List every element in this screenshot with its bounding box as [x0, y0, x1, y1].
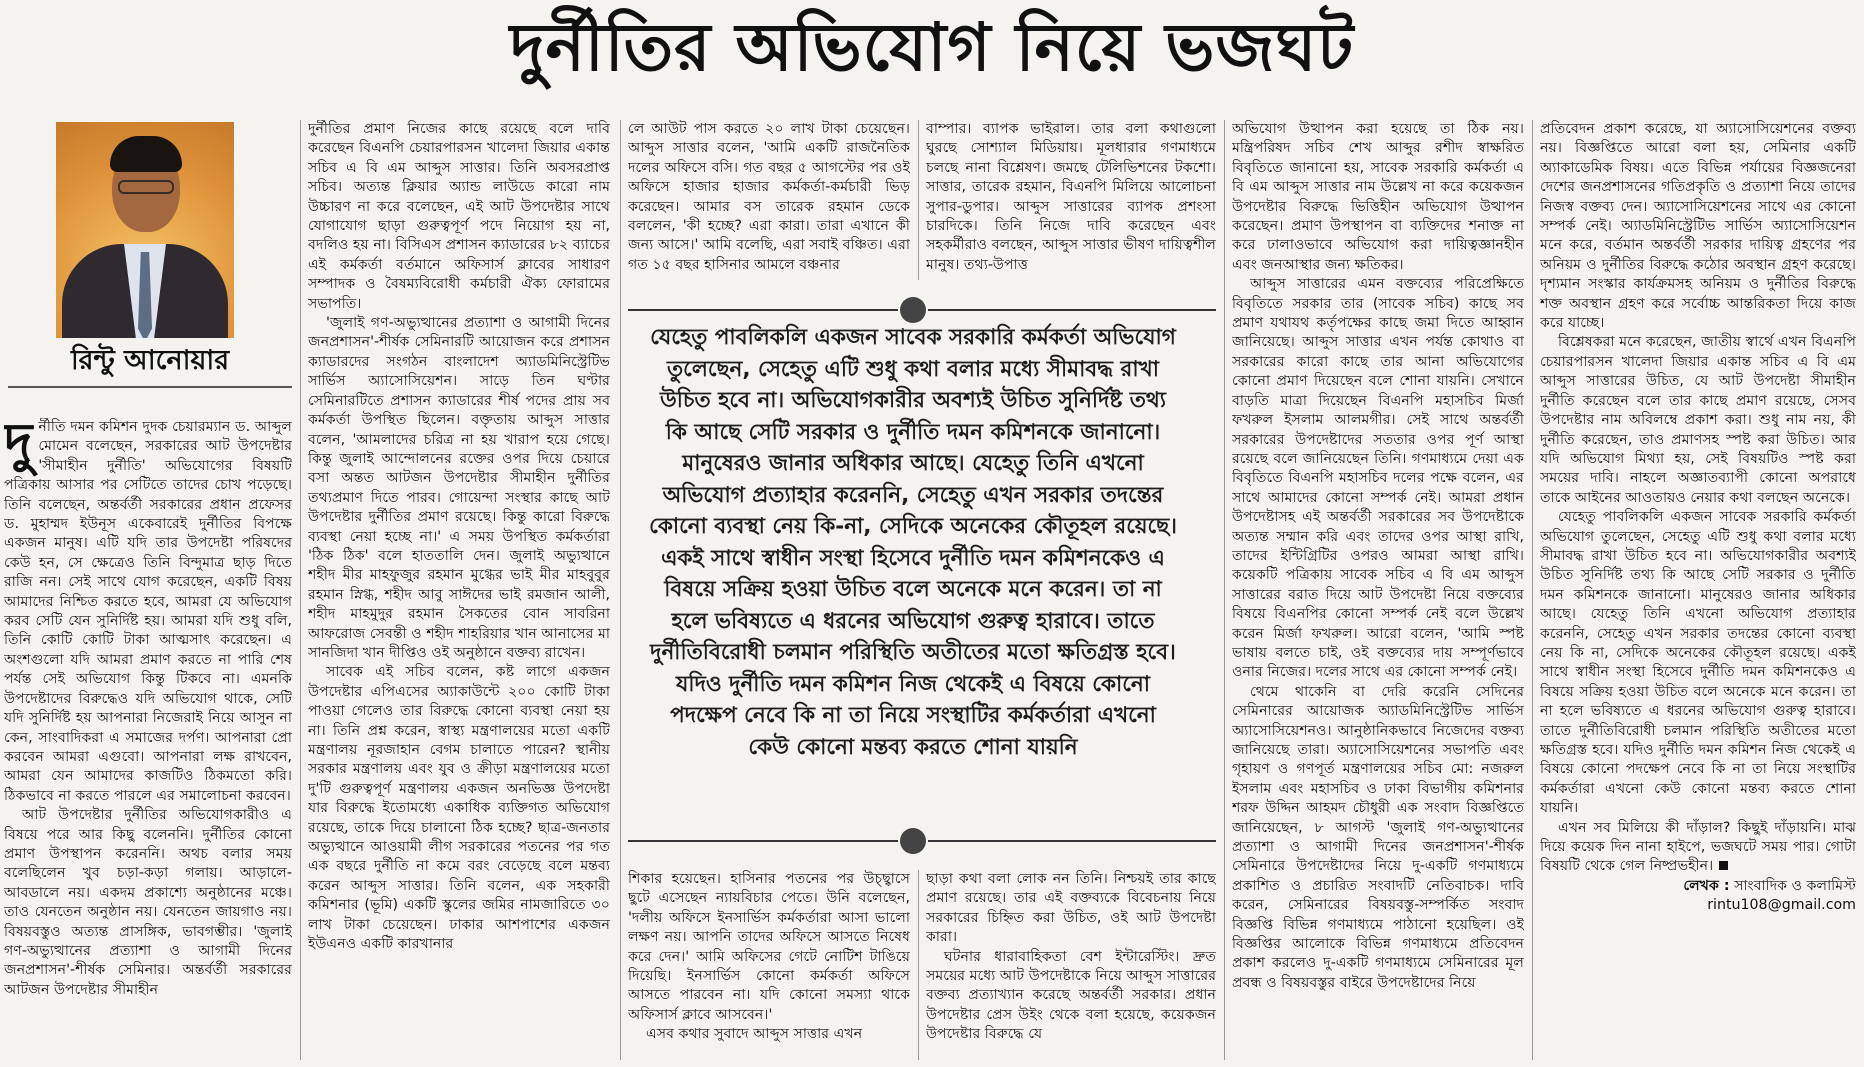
author-email: rintu108@gmail.com [1707, 897, 1856, 914]
pullquote-top-rule-right [928, 309, 1216, 311]
pullquote-top-rule-left [628, 309, 898, 311]
column-divider [300, 120, 301, 1060]
column-5-paragraph-2: আব্দুস সাত্তারের এমন বক্তব্যের পরিপ্রেক্ষিতে বিবৃতিতে সরকার তার (সাবেক সচিব) কাছে সব প্রমাণ যথাযথ কর্তৃপক্ষের কাছে জমা দিতে আহ্বান জানিয়েছে। আব্দুস সাত্তার এখন পর্যন্ত কোথাও বা সরকারের কারো কাছে তার আনা অভিযোগের কোনো প্রমাণ দিয়েছেন বলে শোনা যায়নি। সেখানে বাড়তি মাত্রা দিয়েছেন বিএনপি মহাসচিব মির্জা ফখরুল ইসলাম আলমগীর। সেই সাথে অন্তর্বর্তী সরকারের উপদেষ্টাদের সততার ওপর পূর্ণ আস্থা রয়েছে বলে জানিয়েছেন তিনি। গণমাধ্যমে দেয়া এক বিবৃতিতে বিএনপি মহাসচিব দলের পক্ষে বলেন, এর সাথে আমাদের কোনো সম্পর্ক নেই। আমরা প্রধান উপদেষ্টাসহ এই অন্তর্বর্তী সরকারের সব উপদেষ্টাকে অত্যন্ত সম্মান করি এবং তাদের ওপর আস্থা রাখি, তাদের ইন্টিগ্রিটির ওপরও আমরা আস্থা রাখি। কয়েকটি পত্রিকায় সাবেক সচিব এ বি এম আব্দুস সাত্তারের বরাত দিয়ে আট উপদেষ্টা নিয়ে বক্তব্যের বিষয়ে বিএনপির কোনো সম্পর্ক নেই বলে উল্লেখ করেন মির্জা ফখরুল। আরো বলেন, 'আমি স্পষ্ট ভাষায় বলতে চাই, ওই বক্তব্যের দায় সম্পূর্ণভাবে ওনার নিজের। দলের সাথে এর কোনো সম্পর্ক নেই। [1232, 276, 1524, 681]
headline: দুর্নীতির অভিযোগ নিয়ে ভজঘট [509, 8, 1355, 86]
column-4-top [926, 120, 1216, 280]
drop-cap: দু [4, 418, 33, 474]
column-1-paragraph-2: আট উপদেষ্টার দুর্নীতির অভিযোগকারীও এ বিষয়ে পরে আর কিছু বলেননি। দুর্নীতির কোনো প্রমাণ উপস্থাপন করেননি। অথচ বলার সময় বলেছিলেন খুব চড়া-কড়া গলায়। আড়ালে-আবডালে নয়। একদম প্রকাশ্যে অনুষ্ঠানের মঞ্চে। তাও যেনতেন অনুষ্ঠান নয়। যেনতেন জায়গাও নয়। বিষয়বস্তুও অত্যন্ত প্রাসঙ্গিক, ভাবগম্ভীর। 'জুলাই গণ-অভ্যুত্থানের প্রত্যাশা ও আগামী দিনের জনপ্রশাসন'-শীর্ষক সেমিনার। অন্তর্বর্তী সরকারের আটজন উপদেষ্টার সীমাহীন [4, 807, 292, 998]
end-mark-icon [1719, 861, 1728, 870]
column-divider [620, 120, 621, 1060]
column-1 [4, 418, 292, 1058]
column-2-paragraph-3: সাবেক এই সচিব বলেন, কষ্ট লাগে একজন উপদেষ্টার এপিএসের অ্যাকাউন্টে ২০০ কোটি টাকা পাওয়া গেলেও তার বিরুদ্ধে কোনো ব্যবস্থা নেয়া হয় না। তিনি প্রশ্ন করেন, স্বাস্থ্য মন্ত্রণালয়ের মতো একটি মন্ত্রণালয় নূরজাহান বেগম চালাতে পারেন? স্থানীয় সরকার মন্ত্রণালয় এবং যুব ও ক্রীড়া মন্ত্রণালয়ের মতো দু'টি গুরুত্বপূর্ণ মন্ত্রণালয় একজন অনভিজ্ঞ উপদেষ্টা যার বিরুদ্ধে ইতোমধ্যে একাধিক ব্যক্তিগত অভিযোগ রয়েছে, তাকে দিয়ে চালানো ঠিক হচ্ছে? ছাত্র-জনতার অভ্যুত্থানে আওয়ামী লীগ সরকারের পতনের পর গত এক বছরে দুর্নীতি না কমে বরং বেড়েছে বলে মন্তব্য করেন আব্দুস সাত্তার। তিনি বলেন, এক সহকারী কমিশনার (ভূমি) একটি স্কুলের জমির নামজারিতে ৩০ লাখ টাকা চেয়েছেন। ঢাকার আশপাশের একজন ইউএনও একটি কারখানার [308, 664, 610, 953]
author-divider [8, 386, 292, 388]
column-2-paragraph-1: দুর্নীতির প্রমাণ নিজের কাছে রয়েছে বলে দাবি করেছেন বিএনপি চেয়ারপারসন খালেদা জিয়ার একান্ত সচিব এ বি এম আব্দুস সাত্তার। তিনি অবসরপ্রাপ্ত সচিব। অত্যন্ত ক্লিয়ার অ্যান্ড লাউডে কারো নাম উচ্চারণ না করে বলেছেন, এই আট উপদেষ্টার সাথে যোগাযোগ ছাড়া গুরুত্বপূর্ণ পদে নিয়োগ হয় না, বদলিও হয় না। বিসিএস প্রশাসন ক্যাডারের ৮২ ব্যাচের এই কর্মকর্তা বর্তমানে অফিসার্স ক্লাবের সাধারণ সম্পাদক ও বৈষম্যবিরোধী কর্মচারী ঐক্য ফোরামের সভাপতি। [308, 121, 610, 312]
column-divider [918, 870, 919, 1060]
column-5-paragraph-3: থেমে থাকেনি বা দেরি করেনি সেদিনের সেমিনারের আয়োজক অ্যাডমিনিস্ট্রেটিভ সার্ভিস অ্যাসোসিয়েশনও। আনুষ্ঠানিকভাবে নিজেদের বক্তব্য জানিয়েছে তারা। অ্যাসোসিয়েশনের সভাপতি এবং গৃহায়ণ ও গণপূর্ত মন্ত্রণালয়ের সচিব মো: নজরুল ইসলাম এবং মহাসচিব ও ঢাকা বিভাগীয় কমিশনার শরফ উদ্দিন আহমদ চৌধুরী এক সংবাদ বিজ্ঞপ্তিতে জানিয়েছেন, ৮ আগস্ট 'জুলাই গণ-অভ্যুত্থানের প্রত্যাশা ও আগামী দিনের জনপ্রশাসন'-শীর্ষক সেমিনারে উপদেষ্টাদের নিয়ে দু-একটি গণমাধ্যমে প্রকাশিত ও প্রচারিত সংবাদটি নেতিবাচক। দাবি করেন, সেমিনারের বিষয়বস্তু-সম্পর্কিত সংবাদ বিজ্ঞপ্তি বিভিন্ন গণমাধ্যমে পাঠানো হয়েছিল। ওই বিজ্ঞপ্তির আলোকে বিভিন্ন গণমাধ্যমে প্রতিবেদন প্রকাশ করলেও দু-একটি গণমাধ্যমে সেমিনারের মূল প্রবন্ধ ও বিষয়বস্তুর বাইরে উপদেষ্টাদের নিয়ে [1232, 683, 1524, 991]
byline-label: লেখক : [1683, 877, 1730, 894]
column-divider [1224, 120, 1225, 1060]
column-3-top [628, 120, 910, 280]
author-block [0, 100, 300, 400]
column-5 [1232, 120, 1524, 1060]
byline [1540, 877, 1856, 896]
byline-role: সাংবাদিক ও কলামিস্ট [1734, 877, 1856, 894]
pullquote-bottom-dot [900, 828, 926, 854]
column-4-bottom [926, 870, 1216, 1060]
column-5-paragraph-1: অভিযোগ উত্থাপন করা হয়েছে তা ঠিক নয়। মন্ত্রিপরিষদ সচিব শেখ আব্দুর রশীদ স্বাক্ষরিত বিবৃতিতে জানানো হয়, সাবেক সরকারি কর্মকর্তা এ বি এম আব্দুস সাত্তার নাম উল্লেখ না করে কয়েকজন উপদেষ্টার বিরুদ্ধে ভিত্তিহীন অভিযোগ উত্থাপন করেছেন। প্রমাণ উপস্থাপন বা ব্যক্তিদের শনাক্ত না করে ঢালাওভাবে অভিযোগ করা দায়িত্বজ্ঞানহীন এবং জনআস্থার জন্য ক্ষতিকর। [1232, 121, 1524, 273]
column-divider [1532, 120, 1533, 1060]
column-6 [1540, 120, 1856, 1060]
author-photo [56, 122, 234, 338]
column-6-paragraph-3: যেহেতু পাবলিকলি একজন সাবেক সরকারি কর্মকর্তা অভিযোগ তুলেছেন, সেহেতু এটি শুধু কথা বলার মধ্যে সীমাবদ্ধ রাখা উচিত হবে না। অভিযোগকারীর অবশ্যই উচিত সুনির্দিষ্ট তথ্য কি আছে সেটি সরকার ও দুর্নীতি দমন কমিশনকে জানানো। মানুষেরও জানার অধিকার আছে। যেহেতু তিনি এখনো অভিযোগ প্রত্যাহার করেননি, সেহেতু এখন সরকার তদন্তের কোনো ব্যবস্থা নেয় কি না, সেদিকে অনেকের কৌতূহল রয়েছে। একই সাথে স্বাধীন সংস্থা হিসেবে দুর্নীতি দমন কমিশনকেও এ বিষয়ে সক্রিয় হওয়া উচিত বলে অনেকে মনে করেন। তা না হলে ভবিষ্যতে এ ধরনের অভিযোগ গুরুত্ব হারাবে। তাতে দুর্নীতিবিরোধী চলমান পরিস্থিতি অতীতের মতো ক্ষতিগ্রস্ত হবে। যদিও দুর্নীতি দমন কমিশন নিজ থেকেই এ বিষয়ে কোনো পদক্ষেপ নেবে কি না তা নিয়ে সংস্থাটির কর্মকর্তারা এখনো কেউ কোনো মন্তব্য করতে শোনা যায়নি। [1540, 509, 1856, 817]
column-6-paragraph-1: প্রতিবেদন প্রকাশ করেছে, যা অ্যাসোসিয়েশনের বক্তব্য নয়। বিজ্ঞপ্তিতে আরো বলা হয়, সেমিনার একটি অ্যাকাডেমিক বিষয়। এতে বিভিন্ন পর্যায়ের বিজ্ঞজনেরা দেশের জনপ্রশাসনের গতিপ্রকৃতি ও প্রত্যাশা নিয়ে তাদের নিজস্ব বক্তব্য দেন। অ্যাসোসিয়েশনের সাথে এর কোনো সম্পর্ক নেই। অ্যাডমিনিস্ট্রেটিভ সার্ভিস অ্যাসোসিয়েশন মনে করে, বর্তমান অন্তর্বর্তী সরকার দায়িত্ব গ্রহণের পর অনিয়ম ও দুর্নীতির বিরুদ্ধে কঠোর অবস্থান গ্রহণ করেছে। দৃশ্যমান সংস্কার কার্যক্রমসহ অনিয়ম ও দুর্নীতির বিরুদ্ধে শক্ত অবস্থান গ্রহণ করে সর্বোচ্চ আন্তরিকতা দিয়ে কাজ করে যাচ্ছে। [1540, 121, 1856, 332]
column-4-bottom-paragraph-1: ছাড়া কথা বলা লোক নন তিনি। নিশ্চয়ই তার কাছে প্রমাণ রয়েছে। তার এই বক্তব্যকে বিবেচনায় নিয়ে সরকারের চিহ্নিত করা উচিত, ওই আট উপদেষ্টা কারা। [926, 871, 1216, 946]
column-4-bottom-paragraph-2: ঘটনার ধারাবাহিকতা বেশ ইন্টারেস্টিং। দ্রুত সময়ের মধ্যে আট উপদেষ্টাকে নিয়ে আব্দুস সাত্তারের বক্তব্য প্রত্যাখ্যান করেছে অন্তর্বর্তী সরকার। প্রধান উপদেষ্টার প্রেস উইং থেকে বলা হয়েছে, কয়েকজন উপদেষ্টার বিরুদ্ধে যে [926, 948, 1216, 1043]
column-6-paragraph-2: বিশ্লেষকরা মনে করেছেন, জাতীয় স্বার্থে এখন বিএনপি চেয়ারপারসন খালেদা জিয়ার একান্ত সচিব এ বি এম আব্দুস সাত্তারের উচিত, যে আট উপদেষ্টা সীমাহীন দুর্নীতি করেছেন বলে তার কাছে প্রমাণ রয়েছে, সেসব উপদেষ্টার নাম অবিলম্বে প্রকাশ করা। শুধু নাম নয়, কী দুর্নীতি করেছেন, তাও প্রমাণসহ স্পষ্ট করা উচিত। আর যদি অভিযোগ মিথ্যা হয়, সেই বিষয়টিও স্পষ্ট করা সময়ের দাবি। নাহলে অজ্ঞাতব্যাপী কোনো অপরাধে তাকে আইনের আওতায়ও নেয়ার কথা বলছেন অনেকে। [1540, 334, 1856, 506]
pullquote-bottom-rule-left [628, 840, 898, 842]
column-3-bottom-paragraph-2: এসব কথার সুবাদে আব্দুস সাত্তার এখন [646, 1026, 863, 1043]
column-3-top-text: লে আউট পাস করতে ২০ লাখ টাকা চেয়েছেন। আব্দুস সাত্তার বলেন, 'আমি একটি রাজনৈতিক দলের অফিসে বসি। গত বছর ৫ আগস্টের পর ওই অফিসে হাজার হাজার কর্মকর্তা-কর্মচারী ভিড় করেছেন। আমার বস তারেক রহমান ডেকে বললেন, 'কী হচ্ছে? এরা কারা। তারা এখানে কী জন্য আসে।' আমি বলেছি, এরা সবাই বঞ্চিত। এরা গত ১৫ বছর হাসিনার আমলে বঞ্চনার [628, 121, 910, 273]
pullquote-bottom-rule-right [928, 840, 1216, 842]
column-4-top-text: বাম্পার। ব্যাপক ভাইরাল। তার বলা কথাগুলো ঘুরছে সোশ্যাল মিডিয়ায়। মূলধারার গণমাধ্যমে চলছে নানা বিশ্লেষণ। জমছে টেলিভিশনের টকশো। সাত্তার, তারেক রহমান, বিএনপি মিলিয়ে আলোচনা সুপার-ডুপার। আব্দুস সাত্তারের ব্যাপক প্রশংসা চারদিকে। তিনি নিজে দাবি করেছেন এবং সহকর্মীরাও বলছেন, আব্দুস সাত্তার ভীষণ দায়িত্বশীল মানুষ। তথ্য-উপাত্ত [926, 121, 1216, 273]
column-2-paragraph-2: 'জুলাই গণ-অভ্যুত্থানের প্রত্যাশা ও আগামী দিনের জনপ্রশাসন'-শীর্ষক সেমিনারটি আয়োজন করে প্রশাসন ক্যাডারদের সংগঠন বাংলাদেশ অ্যাডমিনিস্ট্রেটিভ সার্ভিস অ্যাসোসিয়েশন। সাড়ে তিন ঘণ্টার সেমিনারটিতে প্রশাসন ক্যাডারের শীর্ষ পদের প্রায় সব কর্মকর্তা উপস্থিত ছিলেন। বক্তৃতায় আব্দুস সাত্তার বলেন, 'আমলাদের চরিত্র না হয় খারাপ হয়ে গেছে। কিন্তু জুলাই আন্দোলনের রক্তের ওপর দিয়ে চেয়ারে বসা অন্তত আটজন উপদেষ্টার সীমাহীন দুর্নীতির তথ্যপ্রমাণ দিতে পারব। গোয়েন্দা সংস্থার কাছে আট উপদেষ্টার দুর্নীতির প্রমাণ রয়েছে। কিন্তু কারো বিরুদ্ধে ব্যবস্থা নেয়া হচ্ছে না।' এ সময় উপস্থিত কর্মকর্তারা 'ঠিক ঠিক' বলে হাততালি দেন। জুলাই অভ্যুত্থানে শহীদ মীর মাহফুজুর রহমান মুগ্ধের ভাই মীর মাহবুবুর রহমান স্নিগ্ধ, শহীদ আবু সাঈদের ভাই রমজান আলী, শহীদ মাহমুদুর রহমান সৈকতের বোন সাবরিনা আফরোজ সেবন্তী ও শহীদ শাহরিয়ার খান আনাসের মা সানজিদা খান দীপ্তিও ওই অনুষ্ঠানে বক্তব্য রাখেন। [308, 315, 610, 661]
column-3-bottom [628, 870, 910, 1060]
column-divider [918, 120, 919, 280]
pullquote-top-dot [900, 297, 926, 323]
pullquote: যেহেতু পাবলিকলি একজন সাবেক সরকারি কর্মকর্তা অভিযোগ তুলেছেন, সেহেতু এটি শুধু কথা বলার মধ্যে সীমাবদ্ধ রাখা উচিত হবে না। অভিযোগকারীর অবশ্যই উচিত সুনির্দিষ্ট তথ্য কি আছে সেটি সরকার ও দুর্নীতি দমন কমিশনকে জানানো। মানুষেরও জানার অধিকার আছে। যেহেতু তিনি এখনো অভিযোগ প্রত্যাহার করেননি, সেহেতু এখন সরকার তদন্তের কোনো ব্যবস্থা নেয় কি-না, সেদিকে অনেকের কৌতূহল রয়েছে। একই সাথে স্বাধীন সংস্থা হিসেবে দুর্নীতি দমন কমিশনকেও এ বিষয়ে সক্রিয় হওয়া উচিত বলে অনেকে মনে করেন। তা না হলে ভবিষ্যতে এ ধরনের অভিযোগ গুরুত্ব হারাবে। তাতে দুর্নীতিবিরোধী চলমান পরিস্থিতি অতীতের মতো ক্ষতিগ্রস্ত হবে। যদিও দুর্নীতি দমন কমিশন নিজ থেকেই এ বিষয়ে কোনো পদক্ষেপ নেবে কি না তা নিয়ে সংস্থাটির কর্মকর্তারা এখনো কেউ কোনো মন্তব্য করতে শোনা যায়নি [649, 325, 1177, 760]
column-2 [308, 120, 610, 1060]
column-1-paragraph-1: দুর্নীতি দমন কমিশন দুদক চেয়ারম্যান ড. আব্দুল মোমেন বলেছেন, সরকারের আট উপদেষ্টার 'সীমাহীন দুর্নীতি' অভিযোগের বিষয়টি পত্রিকায় আসার পর সেটিতে তাদের চোখ পড়েছে। তিনি বলেছেন, অন্তর্বর্তী সরকারের প্রধান প্রফেসর ড. মুহাম্মদ ইউনূস একেবারেই দুর্নীতির বিপক্ষে একজন মানুষ। এটি যদি তার উপদেষ্টা পরিষদের কেউ হন, সে ক্ষেত্রেও তিনি বিন্দুমাত্র ছাড় দিতে রাজি নন। সেই সাথে যোগ করেছেন, একটি বিষয় আমাদের নিশ্চিত করতে হবে, আমরা যে অভিযোগ করব সেটি যেন সুনির্দিষ্ট হয়। আমরা যদি শুধু বলি, তিনি কোটি কোটি টাকা আত্মসাৎ করেছেন। এ অংশগুলো যদি আমরা প্রমাণ করতে না পারি শেষ পর্যন্ত সেই অভিযোগ কিন্তু টিকবে না। এমনকি উপদেষ্টাদের বিরুদ্ধেও যদি অভিযোগ থাকে, সেটি যদি সুনির্দিষ্ট হয় আপনারা নিজেরাই নিয়ে আসুন না কেন, সাংবাদিকরা এ সমাজের দর্পণ। আপনারা প্রো করবেন আমরা এগুবো। আপনারা লক্ষ রাখবেন, আমরা যেন আমাদের কাজটিও ঠিকমতো করি। ঠিকভাবে না করতে পারলে এর সমালোচনা করবেন। [4, 418, 292, 804]
column-3-bottom-paragraph-1: শিকার হয়েছেন। হাসিনার পতনের পর উচ্ছ্বাসে ছুটে এসেছেন ন্যায়বিচার পেতে। উনি বলেছেন, 'দলীয় অফিসে ইনসার্ভিস কর্মকর্তারা আসা ভালো লক্ষণ নয়। আপনি তাদের অফিসে আসতে নিষেধ করে দেন।' আমি অফিসের গেটে নোটিশ টাঙিয়ে দিয়েছি। ইনসার্ভিস কোনো কর্মকর্তা অফিসে আসতে পারবেন না। যদি কোনো সমস্যা থাকে অফিসার্স ক্লাবে আসবেন।' [628, 871, 910, 1023]
author-name: রিন্টু আনোয়ার [70, 345, 230, 376]
column-6-paragraph-4: এখন সব মিলিয়ে কী দাঁড়াল? কিছুই দাঁড়ায়নি। মাঝ দিয়ে কয়েক দিন নানা হাইপে, ভজঘটে সময় পার। গোটা বিষয়টি থেকে গেল নিষ্প্রভহীন। [1540, 819, 1856, 875]
